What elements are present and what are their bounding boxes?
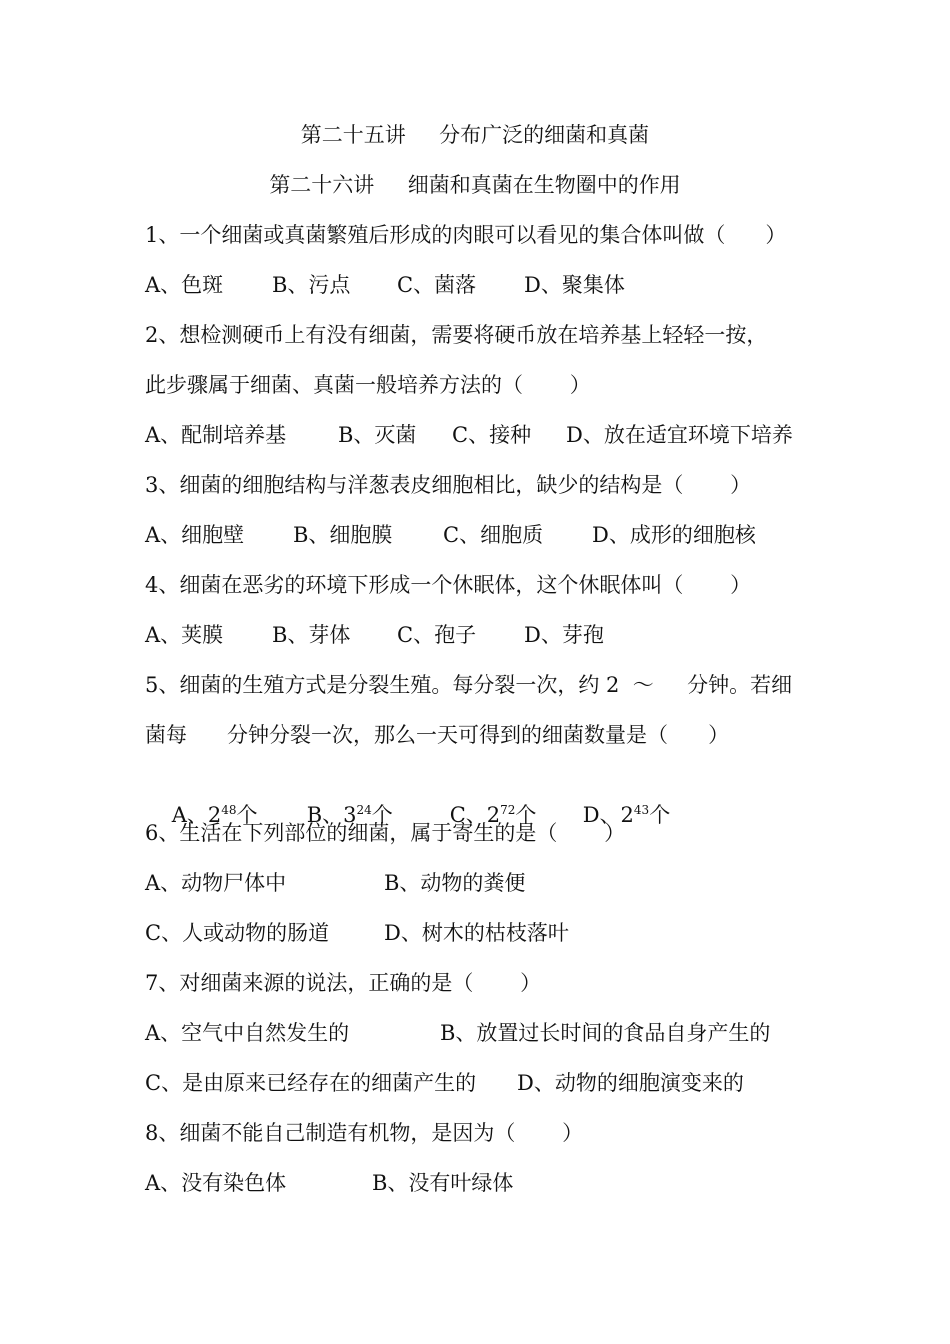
option-suffix: 个 (371, 803, 393, 827)
question-7-option-d: D、动物的细胞演变来的 (517, 1071, 744, 1095)
question-6-option-b: B、动物的粪便 (384, 871, 526, 895)
question-7-option-a: A、空气中自然发生的 (145, 1021, 350, 1045)
question-5-text-line-1: 5、细菌的生殖方式是分裂生殖。每分裂一次，约 2 ～ 分钟。若细 (145, 673, 793, 697)
question-3-option-b: B、细胞膜 (293, 523, 393, 547)
option-prefix: B、3 (306, 803, 357, 827)
option-prefix: D、2 (582, 803, 634, 827)
question-8-option-a: A、没有染色体 (145, 1171, 287, 1195)
question-4-text: 4、细菌在恶劣的环境下形成一个休眠体，这个休眠体叫（ ） (145, 573, 752, 597)
question-6-option-a: A、动物尸体中 (145, 871, 287, 895)
option-suffix: 个 (515, 803, 537, 827)
question-4-option-a: A、荚膜 (145, 623, 224, 647)
question-1-option-d: D、聚集体 (524, 273, 625, 297)
question-7-text: 7、对细菌来源的说法，正确的是（ ） (145, 971, 542, 995)
question-3-option-a: A、细胞壁 (145, 523, 245, 547)
question-1-text: 1、一个细菌或真菌繁殖后形成的肉眼可以看见的集合体叫做（ ） (145, 223, 787, 247)
lecture-title-26: 第二十六讲 细菌和真菌在生物圈中的作用 (269, 173, 681, 197)
question-3-text: 3、细菌的细胞结构与洋葱表皮细胞相比，缺少的结构是（ ） (145, 473, 752, 497)
option-prefix: C、2 (449, 803, 501, 827)
option-exponent: 24 (356, 803, 372, 817)
question-2-text-line-2: 此步骤属于细菌、真菌一般培养方法的（ ） (145, 373, 591, 397)
question-7-option-c: C、是由原来已经存在的细菌产生的 (145, 1071, 477, 1095)
option-exponent: 72 (500, 803, 516, 817)
option-exponent: 43 (633, 803, 650, 817)
question-1-option-a: A、色斑 (145, 273, 224, 297)
question-6-text: 6、生活在下列部位的细菌，属于寄生的是（ ） (145, 821, 626, 845)
option-exponent: 48 (221, 803, 237, 817)
question-6-option-d: D、树木的枯枝落叶 (384, 921, 569, 945)
question-2-option-b: B、灭菌 (338, 423, 417, 447)
question-7-option-b: B、放置过长时间的食品自身产生的 (440, 1021, 771, 1045)
question-8-text: 8、细菌不能自己制造有机物，是因为（ ） (145, 1121, 584, 1145)
question-6-option-c: C、人或动物的肠道 (145, 921, 330, 945)
option-suffix: 个 (649, 803, 671, 827)
option-prefix: A、2 (171, 803, 222, 827)
option-suffix: 个 (236, 803, 258, 827)
question-2-option-d: D、放在适宜环境下培养 (566, 423, 793, 447)
question-2-option-c: C、接种 (452, 423, 532, 447)
question-4-option-c: C、孢子 (397, 623, 477, 647)
question-4-option-b: B、芽体 (272, 623, 351, 647)
question-1-option-b: B、污点 (272, 273, 351, 297)
lecture-title-25: 第二十五讲 分布广泛的细菌和真菌 (300, 123, 650, 147)
question-4-option-d: D、芽孢 (524, 623, 604, 647)
question-8-option-b: B、没有叶绿体 (372, 1171, 514, 1195)
question-3-option-d: D、成形的细胞核 (592, 523, 756, 547)
question-3-option-c: C、细胞质 (443, 523, 544, 547)
question-1-option-c: C、菌落 (397, 273, 477, 297)
question-2-text-line-1: 2、想检测硬币上有没有细菌，需要将硬币放在培养基上轻轻一按， (145, 323, 768, 347)
question-2-option-a: A、配制培养基 (145, 423, 287, 447)
question-5-text-line-2: 菌每 分钟分裂一次，那么一天可得到的细菌数量是（ ） (145, 723, 730, 747)
